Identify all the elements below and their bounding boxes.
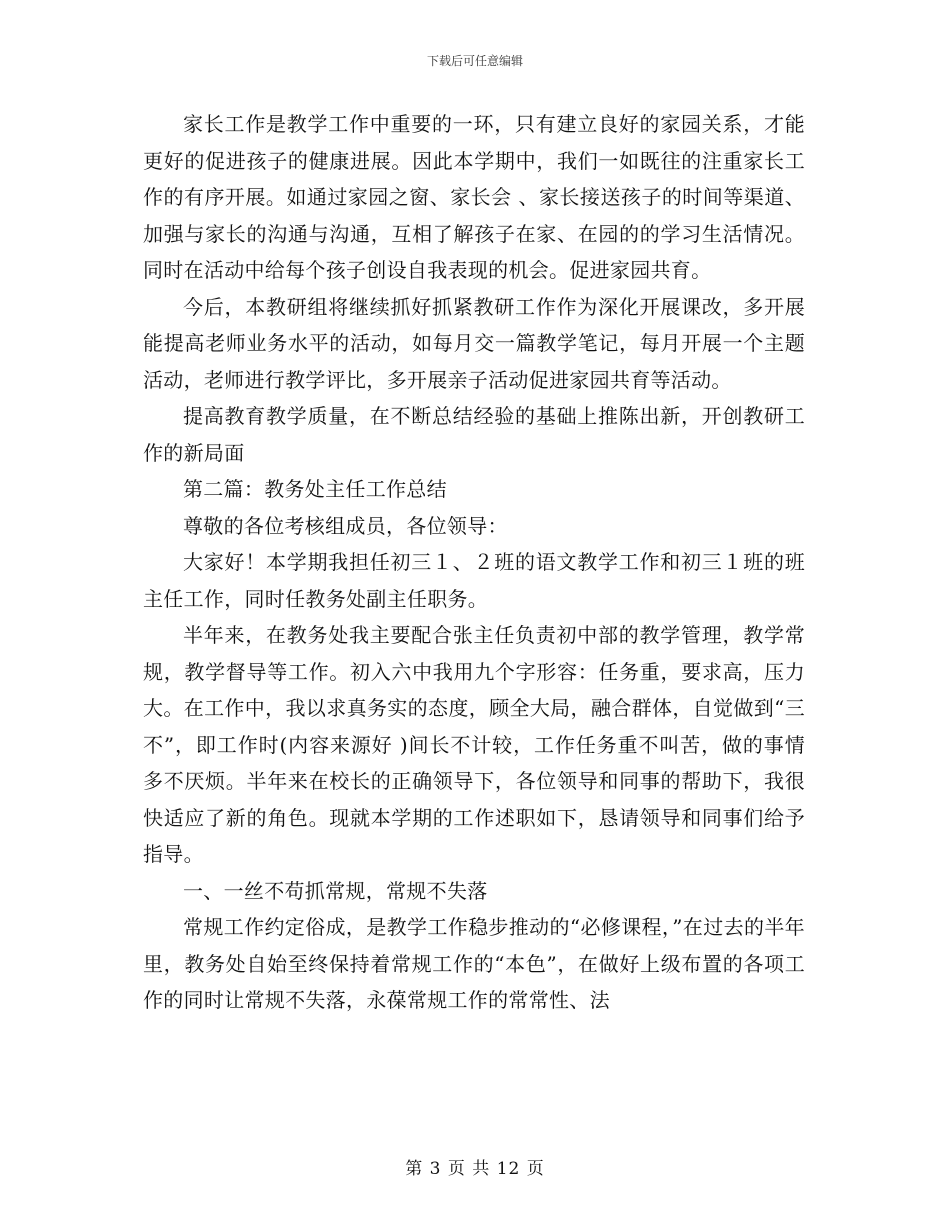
- paragraph-greeting: 大家好！本学期我担任初三１、２班的语文教学工作和初三１班的班主任工作，同时任教务处副主任职务。: [143, 550, 805, 611]
- paragraph-routine-work: 常规工作约定俗成，是教学工作稳步推动的“必修课程，”在过去的半年里，教务处自始至终保持着常规工作的“本色”，在做好上级布置的各项工作的同时让常规不失落，永葆常规工作的常常性、法: [143, 915, 805, 1012]
- page-header: 下载后可任意编辑: [426, 54, 523, 68]
- paragraph-half-year: 半年来，在教务处我主要配合张主任负责初中部的教学管理，教学常规，教学督导等工作。初入六中我用九个字形容：任务重，要求高，压力大。在工作中，我以求真务实的态度，顾全大局，融合群体，自觉做到“三不”，即工作时(内容来源好 )间长不计较，工作任务重不叫苦，做的事情多不厌烦。半年来在校长的正确领导下，各位领导和同事的帮助下，我很快适应了新的角色。现就本学期的工作述职如下，恳请领导和同事们给予指导。: [143, 623, 805, 866]
- section-heading: 第二篇：教务处主任工作总结: [183, 477, 447, 501]
- subheading-routine: 一、一丝不苟抓常规，常规不失落: [183, 878, 488, 903]
- paragraph-parent-work: 家长工作是教学工作中重要的一环，只有建立良好的家园关系，才能更好的促进孩子的健康进展。因此本学期中，我们一如既往的注重家长工作的有序开展。如通过家园之窗、家长会 、家长接送孩子的时间等渠道、加强与家长的沟通与沟通，互相了解孩子在家、在园的的学习生活情况。同时在活动中给每个孩子创设自我表现的机会。促进家园共育。: [143, 112, 805, 282]
- paragraph-quality: 提高教育教学质量，在不断总结经验的基础上推陈出新，开创教研工作的新局面: [143, 404, 805, 465]
- paragraph-future-plans: 今后，本教研组将继续抓好抓紧教研工作作为深化开展课改，多开展能提高老师业务水平的活动，如每月交一篇教学笔记，每月开展一个主题活动，老师进行教学评比，多开展亲子活动促进家园共育等活动。: [143, 294, 805, 392]
- page-footer: 第 3 页 共 12 页: [405, 1159, 545, 1179]
- document-body: [143, 106, 805, 1019]
- salutation: 尊敬的各位考核组成员，各位领导：: [183, 513, 508, 538]
